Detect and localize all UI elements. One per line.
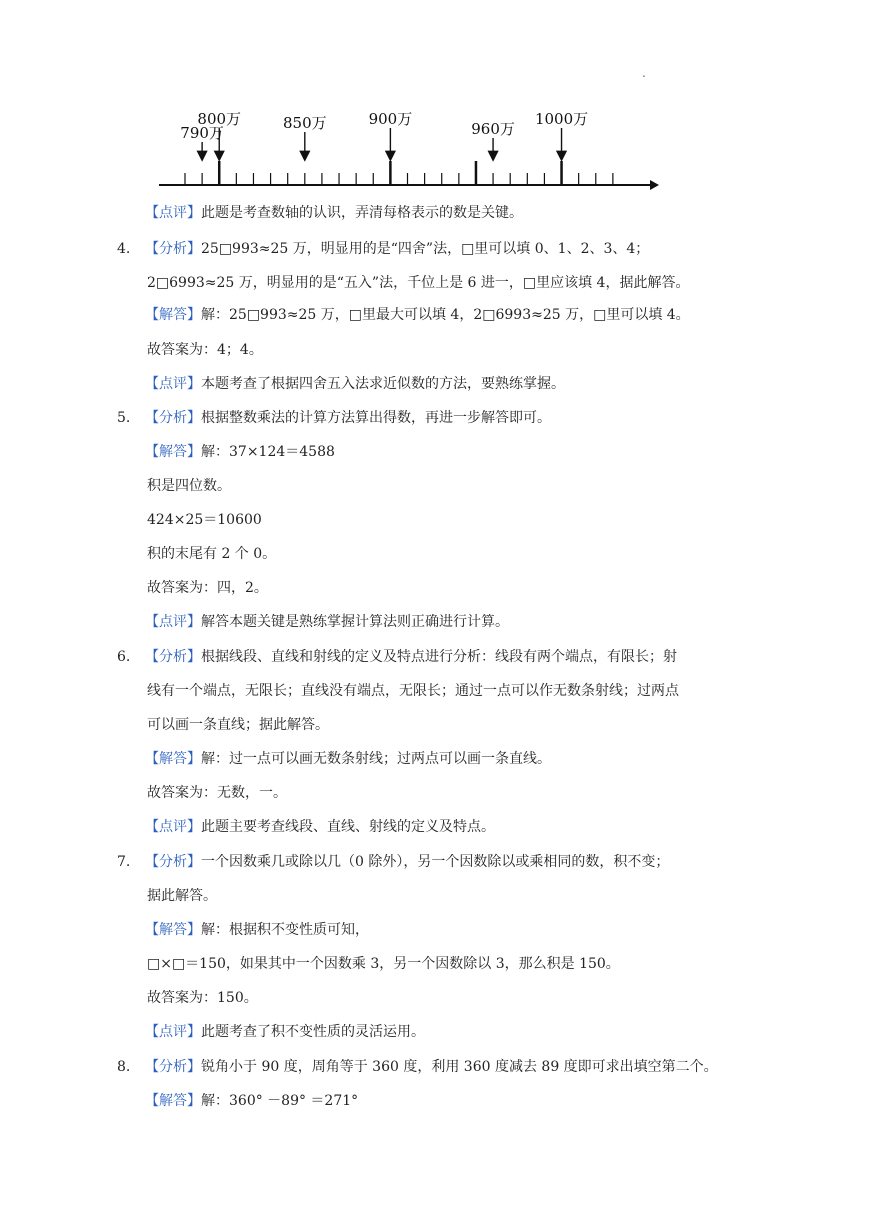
solution-text: 解：37×124＝4588 [201,444,335,460]
page-mark: . [642,66,646,80]
analysis-tag: 【分析】 [145,241,201,257]
comment-text: 本题考查了根据四舍五入法求近似数的方法，要熟练掌握。 [201,376,565,392]
q6-solution [145,749,551,769]
q4-answer: 故答案为：4；4。 [147,342,263,358]
q5-solution-line3: 424×25＝10600 [147,512,262,528]
question-number: 6. [117,649,131,665]
q8-solution [145,1091,358,1111]
comment-tag: 【点评】 [145,1024,201,1040]
question-number: 5. [117,410,131,426]
comment-text: 解答本题关键是熟练掌握计算法则正确进行计算。 [201,614,509,630]
comment-tag: 【点评】 [145,819,201,835]
number-line-arrowhead [650,180,659,190]
q5-answer: 故答案为：四，2。 [147,580,268,596]
question-number: 8. [117,1059,131,1075]
number-line-label: 800万 [197,110,242,128]
solution-text: 解：360° －89° ＝271° [201,1093,359,1109]
q4-solution [145,305,690,325]
comment-text: 此题是考查数轴的认识，弄清每格表示的数是关键。 [201,205,523,221]
comment-text: 此题主要考查线段、直线、射线的定义及特点。 [201,819,495,835]
number-line-label: 900万 [368,110,413,128]
q7-solution [145,920,369,940]
q4-comment [145,374,565,394]
question-number: 7. [117,854,131,870]
solution-tag: 【解答】 [145,444,201,460]
comment-tag: 【点评】 [145,614,201,630]
q7-analysis-line2: 据此解答。 [147,888,217,904]
analysis-tag: 【分析】 [145,410,201,426]
question-number: 4. [117,241,131,257]
solution-tag: 【解答】 [145,1093,201,1109]
comment-tag: 【点评】 [145,205,201,221]
solution-tag: 【解答】 [145,751,201,767]
solution-tag: 【解答】 [145,307,201,323]
analysis-text: 根据整数乘法的计算方法算出得数，再进一步解答即可。 [201,410,551,426]
analysis-text: 根据线段、直线和射线的定义及特点进行分析：线段有两个端点，有限长；射 [201,649,677,665]
number-line-label: 960万 [471,120,515,138]
number-line-label: 1000万 [534,110,589,128]
q8-analysis [145,1057,718,1077]
analysis-tag: 【分析】 [145,1059,201,1075]
analysis-text: 一个因数乘几或除以几（0 除外），另一个因数除以或乘相同的数，积不变； [201,854,670,870]
q5-analysis [145,408,551,428]
q5-comment [145,612,509,632]
q7-analysis [145,852,669,872]
q5-solution-line2: 积是四位数。 [147,478,231,494]
comment-text: 此题考查了积不变性质的灵活运用。 [201,1024,425,1040]
number-line-label: 850万 [282,114,327,132]
q7-answer: 故答案为：150。 [147,990,258,1006]
solution-text: 解：25□993≈25 万，□里最大可以填 4，2□6993≈25 万，□里可以填 4。 [201,307,690,323]
q4-analysis [145,239,649,259]
analysis-text: 25□993≈25 万，明显用的是“四舍”法，□里可以填 0、1、2、3、4； [201,241,650,257]
analysis-tag: 【分析】 [145,649,201,665]
q5-solution [145,442,335,462]
q5-solution-line4: 积的末尾有 2 个 0。 [147,546,277,562]
analysis-text: 锐角小于 90 度，周角等于 360 度，利用 360 度减去 89 度即可求出填空第二个。 [201,1059,718,1075]
q6-comment [145,817,495,837]
solution-text: 解：根据积不变性质可知， [201,922,369,938]
q6-analysis-line3: 可以画一条直线；据此解答。 [147,717,329,733]
solution-text: 解：过一点可以画无数条射线；过两点可以画一条直线。 [201,751,551,767]
q7-solution-line2: □×□＝150，如果其中一个因数乘 3，另一个因数除以 3，那么积是 150。 [147,956,620,972]
q4-analysis-line2: 2□6993≈25 万，明显用的是“五入”法，千位上是 6 进一，□里应该填 4，据此解答。 [147,275,690,291]
comment-tag: 【点评】 [145,376,201,392]
solution-tag: 【解答】 [145,922,201,938]
number-line-figure [145,100,665,195]
q3-comment [145,203,523,223]
analysis-tag: 【分析】 [145,854,201,870]
q6-answer: 故答案为：无数，一。 [147,785,287,801]
q6-analysis [145,647,677,667]
q7-comment [145,1022,425,1042]
number-line-label: 790万 [180,124,224,142]
q6-analysis-line2: 线有一个端点，无限长；直线没有端点，无限长；通过一点可以作无数条射线；过两点 [147,683,679,699]
